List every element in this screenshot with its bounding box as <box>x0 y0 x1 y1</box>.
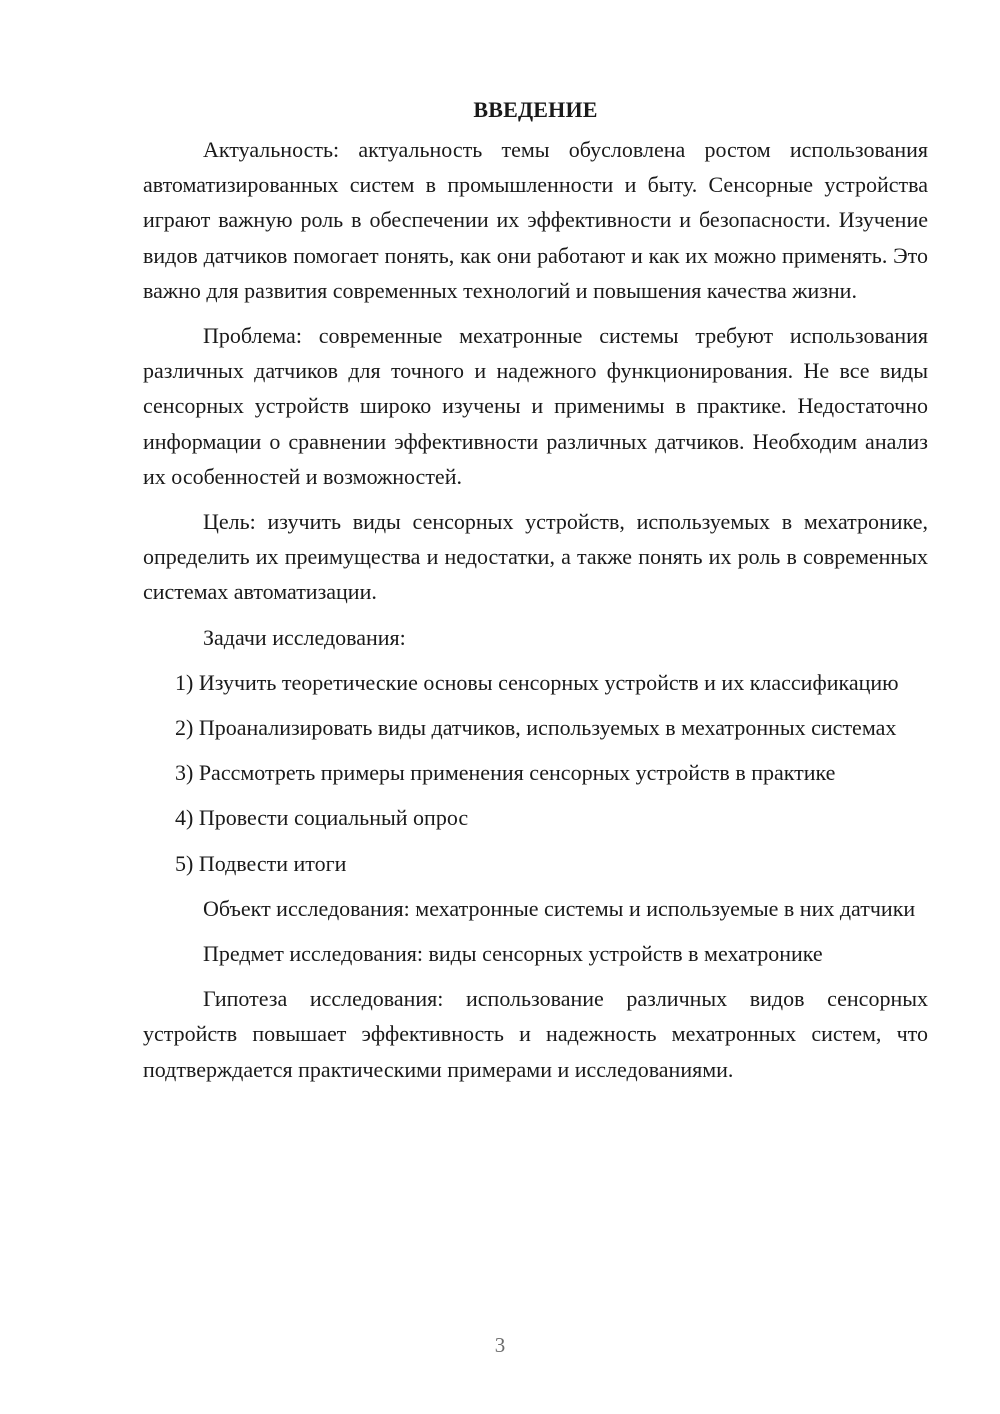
paragraph-hypothesis: Гипотеза исследования: использование различных видов сенсорных устройств повышает эффективность и надежность мехатронных систем, что подтверждается практическими примерами и исследованиями. <box>143 986 928 1082</box>
page-title: ВВЕДЕНИЕ <box>473 97 598 122</box>
paragraph-problem: Проблема: современные мехатронные системы требуют использования различных датчиков для точного и надежного функционирования. Не все виды сенсорных устройств широко изучены и применимы в практике. Недостаточно информации о сравнении эффективности различных датчиков. Необходим анализ их особенностей и возможностей. <box>143 323 928 489</box>
page-number: 3 <box>494 1333 506 1357</box>
paragraph-tasks-intro: Задачи исследования: <box>203 624 406 650</box>
paragraph-subject: Предмет исследования: виды сенсорных устройств в мехатронике <box>203 941 823 967</box>
paragraph-goal: Цель: изучить виды сенсорных устройств, используемых в мехатронике, определить их преимущества и недостатки, а также понять их роль в современных системах автоматизации. <box>143 509 928 605</box>
list-item: 4) Провести социальный опрос <box>175 805 469 831</box>
list-item: 3) Рассмотреть примеры применения сенсорных устройств в практике <box>175 760 836 786</box>
paragraph-relevance: Актуальность: актуальность темы обусловлена ростом использования автоматизированных систем в промышленности и быту. Сенсорные устройства играют важную роль в обеспечении их эффективности и безопасности. Изучение видов датчиков помогает понять, как они работают и как их можно применять. Это важно для развития современных технологий и повышения качества жизни. <box>143 137 928 303</box>
tasks-list <box>143 665 928 881</box>
list-item: 1) Изучить теоретические основы сенсорных устройств и их классификацию <box>175 669 899 695</box>
list-item: 2) Проанализировать виды датчиков, используемых в мехатронных системах <box>175 715 897 741</box>
paragraph-object: Объект исследования: мехатронные системы и используемые в них датчики <box>203 895 916 921</box>
document-page <box>143 94 928 1097</box>
list-item: 5) Подвести итоги <box>175 850 347 876</box>
